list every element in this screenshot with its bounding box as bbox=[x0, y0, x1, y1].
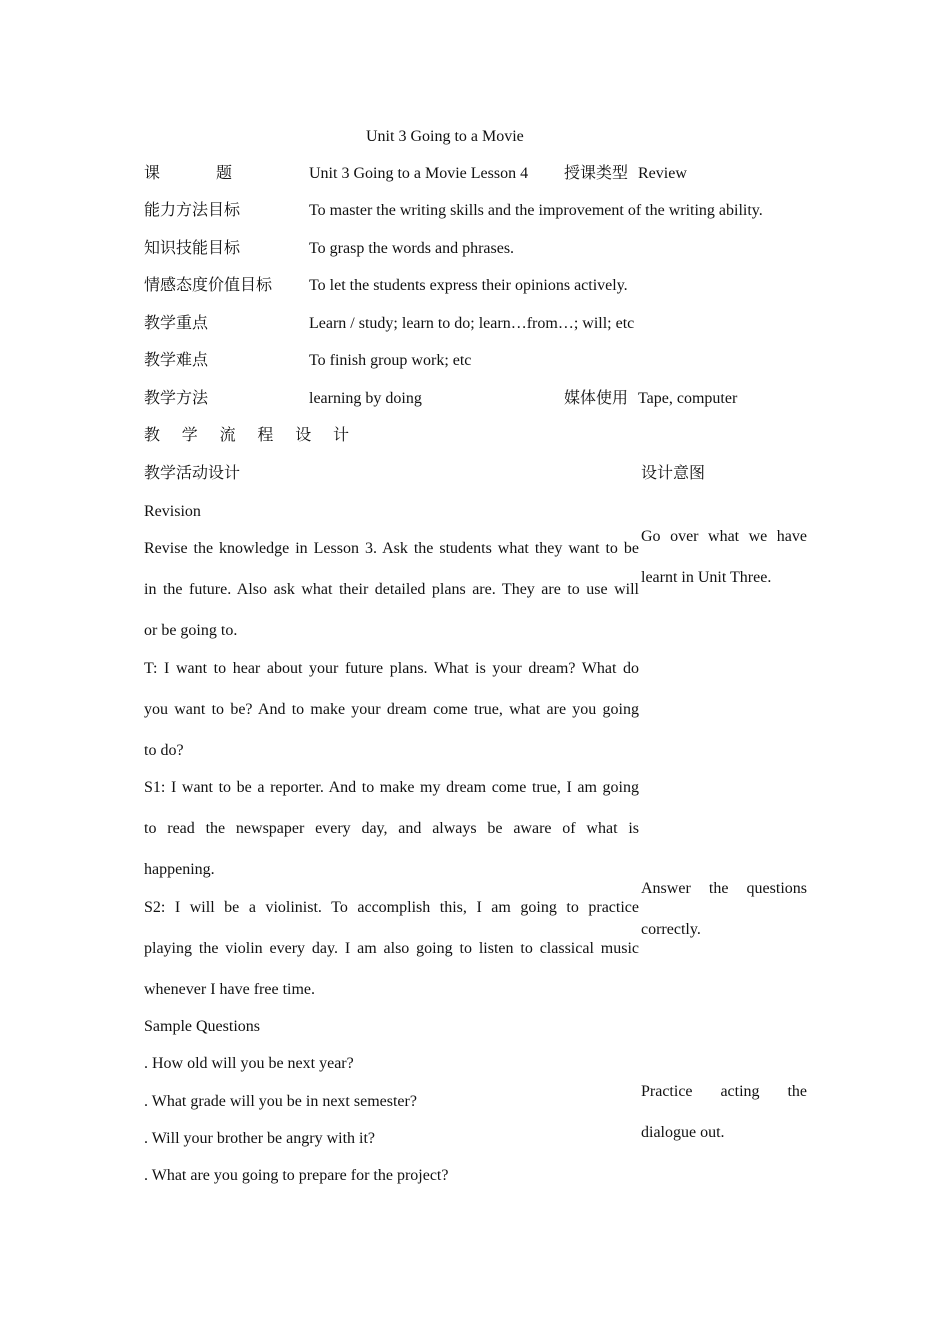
paragraph-line: in the future. Also ask what their detailed plans are. They are to use will bbox=[144, 581, 639, 598]
key-points-label: 教学重点 bbox=[144, 315, 209, 332]
topic-value: Unit 3 Going to a Movie Lesson 4 bbox=[309, 165, 529, 182]
knowledge-goal-label: 知识技能目标 bbox=[144, 240, 241, 257]
paragraph-line: you want to be? And to make your dream come true, what are you going bbox=[144, 701, 639, 718]
intent-line: Answer the questions bbox=[641, 880, 807, 897]
flow-heading-char: 设 bbox=[295, 427, 312, 444]
design-intent-header: 设计意图 bbox=[641, 465, 706, 482]
paragraph-line: playing the violin every day. I am also going to listen to classical music bbox=[144, 940, 639, 957]
s1-paragraph bbox=[144, 778, 639, 901]
flow-heading-char: 程 bbox=[257, 427, 274, 444]
paragraph-line: S1: I want to be a reporter. And to make my dream come true, I am going bbox=[144, 779, 639, 796]
teacher-paragraph bbox=[144, 659, 639, 782]
paragraph-line: or be going to. bbox=[144, 622, 238, 639]
sample-question-item: . What grade will you be in next semester? bbox=[144, 1093, 417, 1110]
sample-questions-heading: Sample Questions bbox=[144, 1018, 260, 1035]
activity-design-header: 教学活动设计 bbox=[144, 465, 241, 482]
difficulties-value: To finish group work; etc bbox=[309, 352, 472, 369]
sample-question-item: . Will your brother be angry with it? bbox=[144, 1130, 376, 1147]
s2-paragraph bbox=[144, 898, 639, 1021]
paragraph-line: Revise the knowledge in Lesson 3. Ask the students what they want to be bbox=[144, 540, 639, 557]
paragraph-line: T: I want to hear about your future plans. What is your dream? What do bbox=[144, 660, 639, 677]
sample-question-item: . What are you going to prepare for the project? bbox=[144, 1167, 449, 1184]
paragraph-line: S2: I will be a violinist. To accomplish this, I am going to practice bbox=[144, 899, 639, 916]
document-title: Unit 3 Going to a Movie bbox=[366, 128, 524, 145]
method-label: 教学方法 bbox=[144, 390, 209, 407]
flow-design-heading bbox=[144, 426, 349, 446]
lesson-type-value: Review bbox=[638, 165, 687, 182]
ability-goal-value: To master the writing skills and the improvement of the writing ability. bbox=[309, 202, 763, 219]
paragraph-line: happening. bbox=[144, 861, 215, 878]
paragraph-line: to read the newspaper every day, and always be aware of what is bbox=[144, 820, 639, 837]
knowledge-goal-value: To grasp the words and phrases. bbox=[309, 240, 515, 257]
topic-label bbox=[144, 164, 232, 184]
flow-heading-char: 流 bbox=[219, 427, 236, 444]
paragraph-line: to do? bbox=[144, 742, 184, 759]
flow-heading-char: 学 bbox=[181, 427, 198, 444]
revise-paragraph bbox=[144, 539, 639, 662]
ability-goal-label: 能力方法目标 bbox=[144, 202, 241, 219]
intent-line: correctly. bbox=[641, 921, 701, 938]
paragraph-line: whenever I have free time. bbox=[144, 981, 316, 998]
intent-go-over bbox=[641, 527, 807, 609]
emotion-goal-label: 情感态度价值目标 bbox=[144, 277, 273, 294]
key-points-value: Learn / study; learn to do; learn…from…; will; etc bbox=[309, 315, 635, 332]
topic-label-char-2: 题 bbox=[215, 165, 232, 182]
difficulties-label: 教学难点 bbox=[144, 352, 209, 369]
intent-line: learnt in Unit Three. bbox=[641, 569, 772, 586]
intent-line: Go over what we have bbox=[641, 528, 807, 545]
flow-heading-char: 教 bbox=[144, 427, 161, 444]
media-value: Tape, computer bbox=[638, 390, 738, 407]
sample-question-item: . How old will you be next year? bbox=[144, 1055, 354, 1072]
lesson-type-label: 授课类型 bbox=[564, 165, 629, 182]
media-label: 媒体使用 bbox=[564, 390, 629, 407]
intent-line: dialogue out. bbox=[641, 1124, 725, 1141]
method-value: learning by doing bbox=[309, 390, 422, 407]
topic-label-char-1: 课 bbox=[144, 165, 161, 182]
revision-heading: Revision bbox=[144, 503, 201, 520]
intent-practice bbox=[641, 1082, 807, 1164]
emotion-goal-value: To let the students express their opinions actively. bbox=[309, 277, 628, 294]
intent-answer bbox=[641, 879, 807, 961]
flow-heading-char: 计 bbox=[332, 427, 349, 444]
intent-line: Practice acting the bbox=[641, 1083, 807, 1100]
